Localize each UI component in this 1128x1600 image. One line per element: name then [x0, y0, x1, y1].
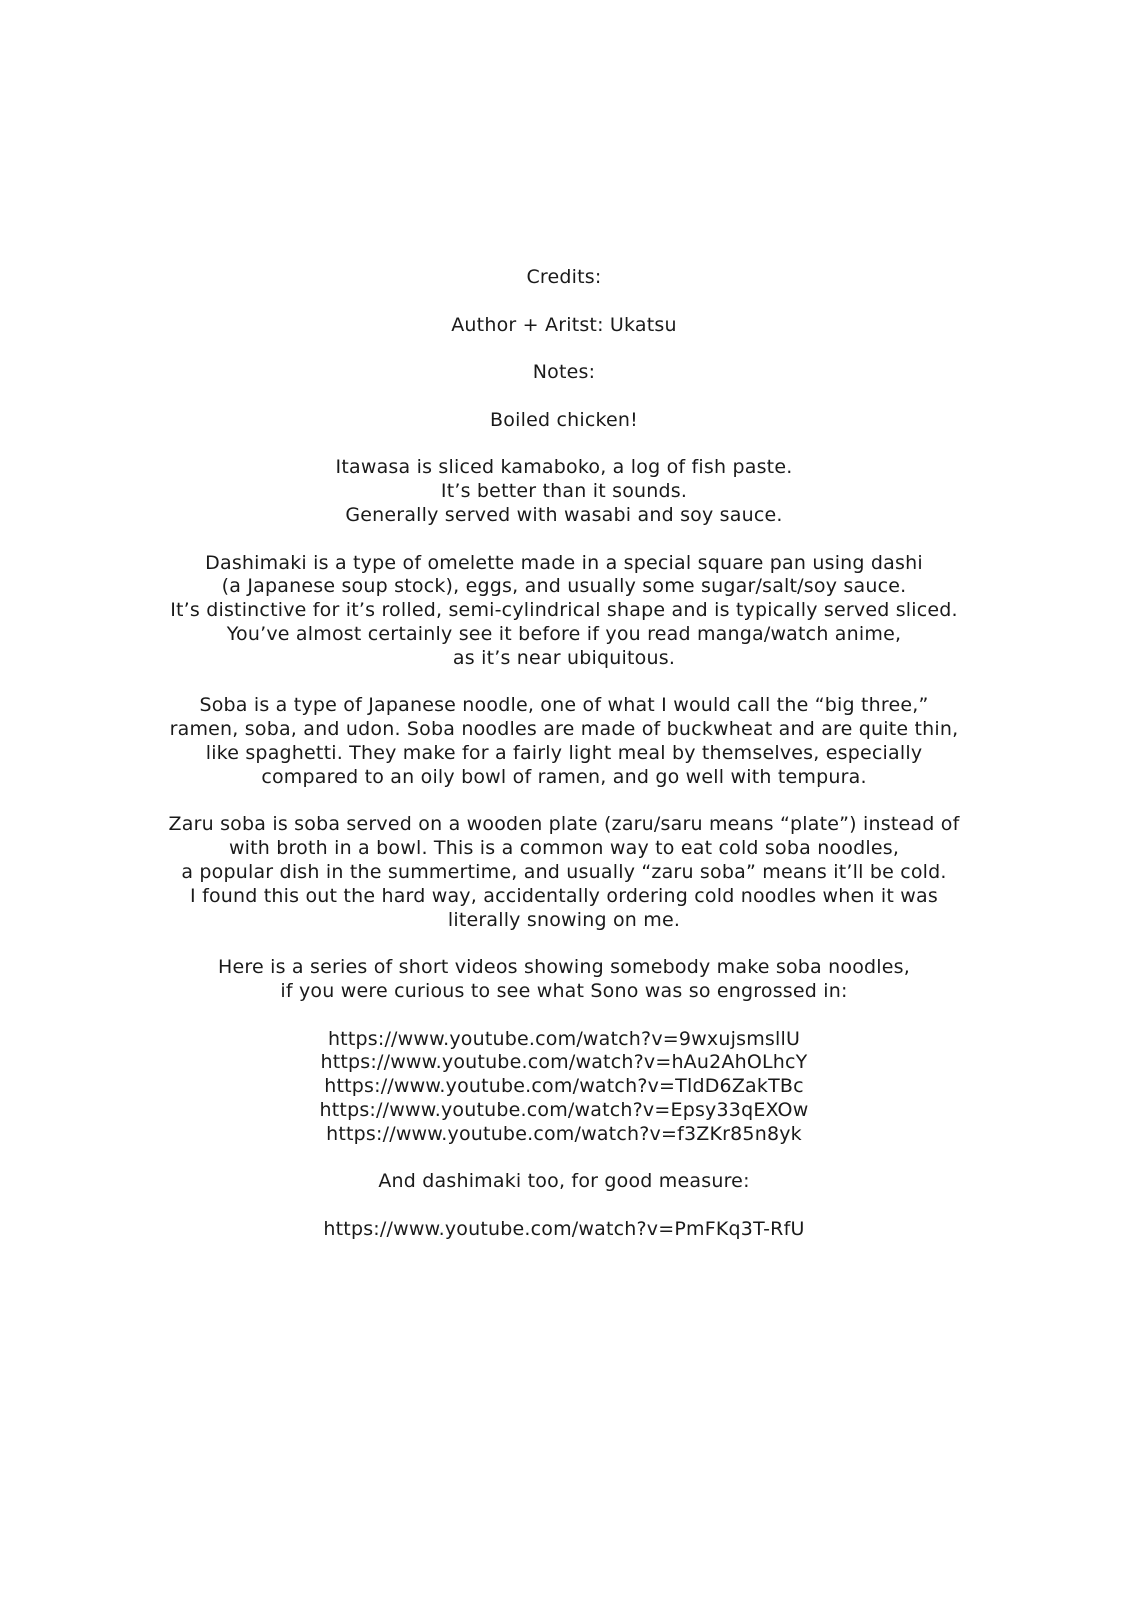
paragraph-line: I found this out the hard way, accidentally ordering cold noodles when it was	[190, 884, 938, 907]
paragraph-line: Boiled chicken!	[490, 408, 638, 431]
paragraph-videos-intro	[40, 956, 1088, 1004]
paragraph-line: a popular dish in the summertime, and usually “zaru soba” means it’ll be cold.	[181, 860, 947, 883]
paragraph-line: It’s distinctive for it’s rolled, semi-cylindrical shape and is typically served sliced.	[170, 599, 958, 622]
paragraph-itawasa	[40, 456, 1088, 527]
paragraph-dashimaki	[40, 552, 1088, 671]
paragraph-soba	[40, 694, 1088, 789]
video-url: https://www.youtube.com/watch?v=9wxujsmsllU	[327, 1027, 801, 1050]
paragraph-line: with broth in a bowl. This is a common way to eat cold soba noodles,	[228, 837, 900, 860]
paragraph-line: if you were curious to see what Sono was so engrossed in:	[280, 979, 848, 1002]
paragraph-line: Itawasa is sliced kamaboko, a log of fish paste.	[335, 456, 793, 479]
dashimaki-video-links	[40, 1218, 1088, 1242]
soba-video-links	[40, 1028, 1088, 1147]
notes-heading	[40, 361, 1088, 385]
paragraph-line: And dashimaki too, for good measure:	[378, 1170, 750, 1193]
paragraph-line: Here is a series of short videos showing somebody make soba noodles,	[218, 956, 910, 979]
notes-heading-text: Notes:	[532, 361, 596, 384]
paragraph-line: literally snowing on me.	[447, 908, 681, 931]
paragraph-line: compared to an oily bowl of ramen, and go well with tempura.	[261, 765, 867, 788]
author-line-text: Author + Aritst: Ukatsu	[451, 313, 677, 336]
video-url: https://www.youtube.com/watch?v=f3ZKr85n8yk	[326, 1122, 802, 1145]
author-line	[40, 314, 1088, 338]
paragraph-line: Soba is a type of Japanese noodle, one of what I would call the “big three,”	[199, 694, 929, 717]
video-url: https://www.youtube.com/watch?v=Epsy33qEXOw	[319, 1098, 809, 1121]
paragraph-zaru-soba	[40, 813, 1088, 932]
paragraph-boiled-chicken	[40, 409, 1088, 433]
paragraph-line: ramen, soba, and udon. Soba noodles are made of buckwheat and are quite thin,	[169, 718, 959, 741]
notes-content	[40, 266, 1088, 1265]
paragraph-line: You’ve almost certainly see it before if you read manga/watch anime,	[226, 622, 902, 645]
credits-heading	[40, 266, 1088, 290]
video-url: https://www.youtube.com/watch?v=PmFKq3T-RfU	[323, 1217, 805, 1240]
paragraph-line: Generally served with wasabi and soy sauce.	[345, 503, 783, 526]
credits-heading-text: Credits:	[526, 266, 602, 288]
paragraph-line: as it’s near ubiquitous.	[452, 646, 676, 669]
paragraph-line: Zaru soba is soba served on a wooden plate (zaru/saru means “plate”) instead of	[168, 813, 960, 836]
paragraph-line: like spaghetti. They make for a fairly light meal by themselves, especially	[205, 741, 923, 764]
paragraph-line: Dashimaki is a type of omelette made in a special square pan using dashi	[205, 551, 923, 574]
paragraph-line: (a Japanese soup stock), eggs, and usually some sugar/salt/soy sauce.	[221, 575, 907, 598]
video-url: https://www.youtube.com/watch?v=hAu2AhOLhcY	[320, 1051, 808, 1074]
paragraph-line: It’s better than it sounds.	[440, 480, 688, 503]
paragraph-dashimaki-intro	[40, 1170, 1088, 1194]
video-url: https://www.youtube.com/watch?v=TldD6ZakTBc	[324, 1075, 804, 1098]
